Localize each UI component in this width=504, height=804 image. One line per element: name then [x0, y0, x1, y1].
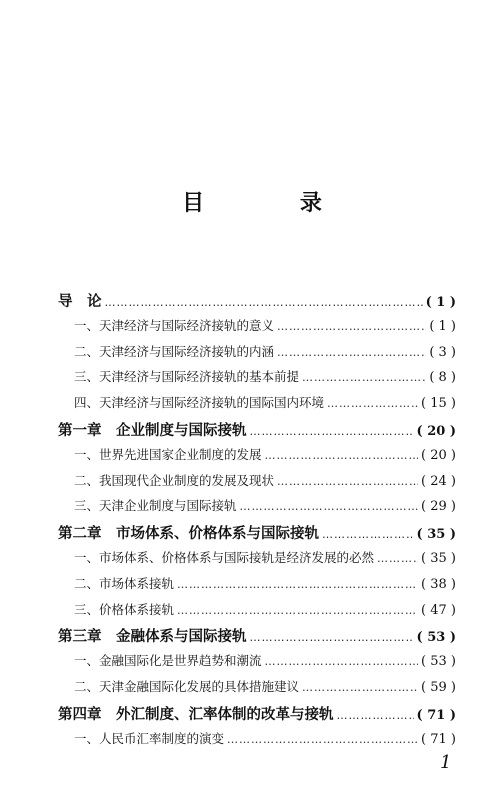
dot-leader [177, 578, 418, 591]
toc-chapter-entry [58, 703, 456, 729]
toc-entry-page: ( 38 ) [421, 576, 456, 592]
toc-section-entry [58, 600, 456, 626]
dot-leader [265, 449, 419, 462]
toc-entry-label: 一、金融国际化是世界趋势和潮流 [74, 653, 262, 669]
toc-entry-label: 三、价格体系接轨 [74, 601, 175, 617]
toc-section-entry [58, 651, 456, 677]
toc-section-entry [58, 471, 456, 497]
toc-entry-page: ( 35 ) [416, 527, 456, 543]
dot-leader [227, 733, 418, 746]
dot-leader [240, 500, 419, 513]
toc-entry-label: 三、天津企业制度与国际接轨 [74, 498, 237, 514]
toc-entry-label: 一、市场体系、价格体系与国际接轨是经济发展的必然 [74, 549, 375, 565]
toc-entry-label: 二、市场体系接轨 [74, 575, 175, 591]
dot-leader [250, 425, 414, 438]
toc-entry-page: ( 24 ) [421, 473, 456, 489]
toc-section-entry [58, 729, 456, 755]
toc-entry-page: ( 59 ) [421, 679, 456, 695]
toc-chapter-entry [58, 522, 456, 548]
toc-entry-label: 导 论 [58, 294, 102, 310]
toc-entry-label: 第一章 企业制度与国际接轨 [58, 422, 247, 439]
dot-leader [327, 397, 418, 410]
dot-leader [322, 528, 414, 541]
dot-leader [277, 320, 426, 333]
toc-entry-page: ( 71 ) [416, 707, 456, 723]
dot-leader [277, 346, 426, 359]
toc-entry-page: ( 1 ) [429, 318, 456, 334]
toc-entry-label: 二、天津金融国际化发展的具体措施建议 [74, 678, 300, 694]
toc-section-entry [58, 367, 456, 393]
toc-section-entry [58, 548, 456, 574]
dot-leader [377, 552, 418, 565]
toc-entry-page: ( 47 ) [421, 602, 456, 618]
dot-leader [302, 371, 426, 384]
toc-chapter-entry [58, 419, 456, 445]
toc-entry-page: ( 35 ) [421, 550, 456, 566]
toc-entry-page: ( 15 ) [421, 396, 456, 412]
dot-leader [277, 475, 418, 488]
toc-entry-page: ( 20 ) [421, 447, 456, 463]
dot-leader [250, 631, 414, 644]
toc-entry-page: ( 8 ) [429, 370, 456, 386]
toc-section-entry [58, 677, 456, 703]
toc-entry-label: 第二章 市场体系、价格体系与国际接轨 [58, 526, 319, 543]
toc-section-entry [58, 316, 456, 342]
toc-section-entry [58, 342, 456, 368]
toc-entry-label: 二、我国现代企业制度的发展及现状 [74, 472, 275, 488]
toc-entry-label: 一、天津经济与国际经济接轨的意义 [74, 317, 275, 333]
dot-leader [177, 604, 418, 617]
toc-entry-page: ( 71 ) [421, 731, 456, 747]
toc-entry-page: ( 1 ) [425, 295, 456, 310]
dot-leader [105, 296, 423, 309]
toc-entry-label: 一、世界先进国家企业制度的发展 [74, 446, 262, 462]
toc-section-entry [58, 445, 456, 471]
toc-entry-page: ( 3 ) [429, 344, 456, 360]
toc-chapter-entry [58, 290, 456, 316]
table-of-contents [58, 290, 456, 754]
toc-chapter-entry [58, 625, 456, 651]
dot-leader [337, 709, 414, 722]
toc-entry-label: 第三章 金融体系与国际接轨 [58, 629, 247, 646]
toc-entry-page: ( 20 ) [416, 423, 456, 439]
page-title: 目 录 [182, 191, 366, 216]
page-number: 1 [440, 752, 452, 773]
toc-entry-label: 一、人民币汇率制度的演变 [74, 730, 225, 746]
toc-section-entry [58, 574, 456, 600]
toc-entry-label: 三、天津经济与国际经济接轨的基本前提 [74, 369, 300, 385]
toc-entry-page: ( 53 ) [421, 654, 456, 670]
toc-section-entry [58, 393, 456, 419]
toc-entry-page: ( 29 ) [421, 499, 456, 515]
toc-entry-label: 二、天津经济与国际经济接轨的内涵 [74, 343, 275, 359]
toc-entry-label: 第四章 外汇制度、汇率体制的改革与接轨 [58, 706, 334, 723]
toc-entry-label: 四、天津经济与国际经济接轨的国际国内环境 [74, 395, 325, 411]
toc-entry-page: ( 53 ) [416, 630, 456, 646]
toc-section-entry [58, 496, 456, 522]
dot-leader [265, 655, 419, 668]
dot-leader [302, 681, 418, 694]
